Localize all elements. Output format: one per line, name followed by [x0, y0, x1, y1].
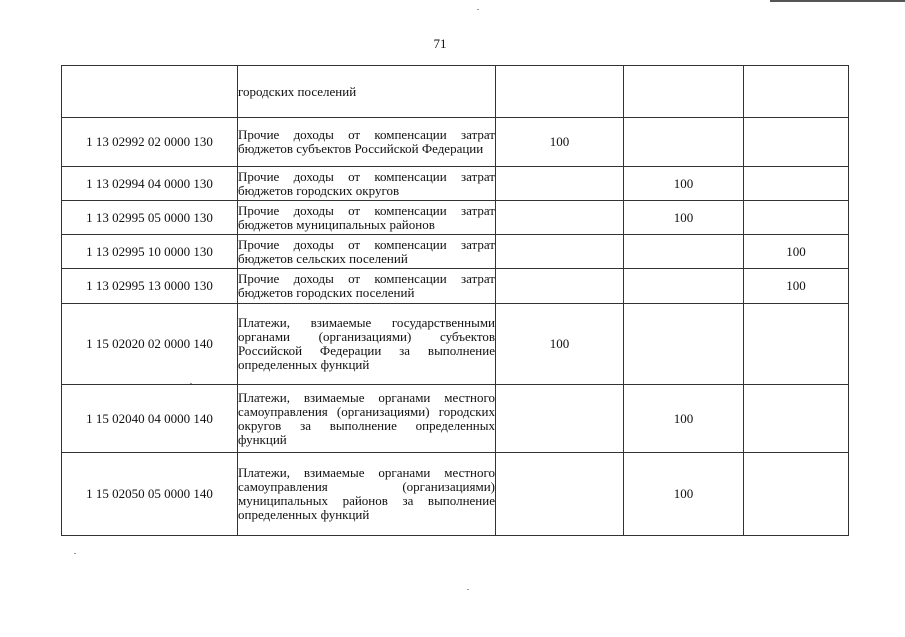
- page-number: 71: [433, 36, 447, 51]
- scan-speck: [74, 553, 76, 554]
- value-column-3: [744, 118, 849, 167]
- table-row: [62, 269, 849, 304]
- table-row: [62, 66, 849, 118]
- budget-code: 1 15 02040 04 0000 140: [62, 385, 238, 453]
- income-description: городских поселений: [238, 66, 496, 118]
- value-column-2: [624, 235, 744, 269]
- value-column-1: 100: [496, 304, 624, 385]
- income-description: Прочие доходы от компенсации затрат бюджетов городских округов: [238, 167, 496, 201]
- budget-code: [62, 66, 238, 118]
- value-column-1: 100: [496, 118, 624, 167]
- value-column-3: [744, 167, 849, 201]
- table-row: [62, 118, 849, 167]
- page-top-edge: [770, 0, 905, 2]
- value-column-3: 100: [744, 269, 849, 304]
- table-row: [62, 385, 849, 453]
- value-column-1: [496, 167, 624, 201]
- table-row: [62, 201, 849, 235]
- value-column-1: [496, 385, 624, 453]
- income-description: Платежи, взимаемые органами местного самоуправления (организациями) городских округов за выполнение определенных функций: [238, 385, 496, 453]
- table-row: [62, 453, 849, 536]
- value-column-2: 100: [624, 385, 744, 453]
- value-column-1: [496, 235, 624, 269]
- value-column-3: [744, 304, 849, 385]
- income-description: Прочие доходы от компенсации затрат бюджетов сельских поселений: [238, 235, 496, 269]
- income-description: Платежи, взимаемые органами местного самоуправления (организациями) муниципальных районов за выполнение определенных функций: [238, 453, 496, 536]
- value-column-2: [624, 269, 744, 304]
- scan-speck: [467, 589, 469, 590]
- budget-code: 1 15 02020 02 0000 140: [62, 304, 238, 385]
- table-row: [62, 167, 849, 201]
- table-row: [62, 235, 849, 269]
- value-column-1: [496, 66, 624, 118]
- value-column-1: [496, 201, 624, 235]
- scan-speck: [190, 383, 192, 384]
- budget-code: 1 13 02992 02 0000 130: [62, 118, 238, 167]
- value-column-1: [496, 269, 624, 304]
- budget-code: 1 13 02995 05 0000 130: [62, 201, 238, 235]
- value-column-2: [624, 304, 744, 385]
- income-description: Прочие доходы от компенсации затрат бюджетов муниципальных районов: [238, 201, 496, 235]
- table-row: [62, 304, 849, 385]
- budget-code: 1 13 02995 13 0000 130: [62, 269, 238, 304]
- value-column-2: [624, 118, 744, 167]
- value-column-2: 100: [624, 201, 744, 235]
- scan-speck: [477, 9, 479, 10]
- income-description: Прочие доходы от компенсации затрат бюджетов городских поселений: [238, 269, 496, 304]
- value-column-3: [744, 453, 849, 536]
- budget-code: 1 15 02050 05 0000 140: [62, 453, 238, 536]
- value-column-3: 100: [744, 235, 849, 269]
- value-column-2: 100: [624, 453, 744, 536]
- value-column-2: [624, 66, 744, 118]
- value-column-2: 100: [624, 167, 744, 201]
- value-column-1: [496, 453, 624, 536]
- income-description: Платежи, взимаемые государственными органами (организациями) субъектов Российской Федерации за выполнение определенных функций: [238, 304, 496, 385]
- budget-code: 1 13 02994 04 0000 130: [62, 167, 238, 201]
- budget-table: [61, 65, 849, 536]
- value-column-3: [744, 66, 849, 118]
- value-column-3: [744, 201, 849, 235]
- income-description: Прочие доходы от компенсации затрат бюджетов субъектов Российской Федерации: [238, 118, 496, 167]
- value-column-3: [744, 385, 849, 453]
- budget-code: 1 13 02995 10 0000 130: [62, 235, 238, 269]
